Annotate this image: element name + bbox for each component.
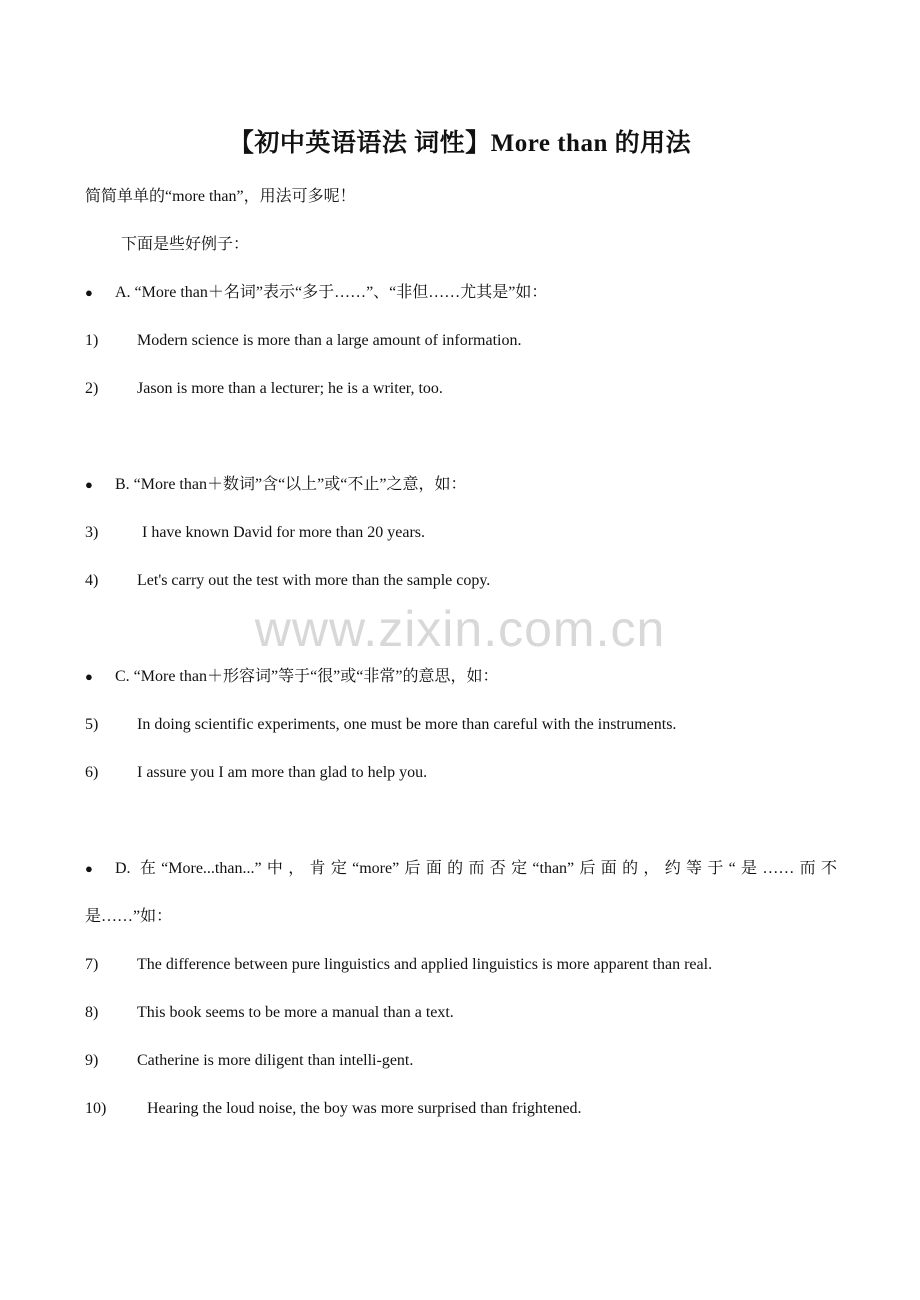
section-heading-text: C. “More than＋形容词”等于“很”或“非常”的意思，如： [115,668,499,685]
example-text: I assure you I am more than glad to help you. [137,764,428,781]
bullet-icon: ● [85,669,93,684]
page-title: 【初中英语语法 词性】More than 的用法 [228,130,692,157]
section-heading-text: A. “More than＋名词”表示“多于……”、“非但……尤其是”如： [115,284,548,301]
example-text: Jason is more than a lecturer; he is a writer, too. [137,380,443,397]
example-text: The difference between pure linguistics and applied linguistics is more apparent than real. [137,956,713,973]
item-number: 4) [85,572,99,589]
example-text: Hearing the loud noise, the boy was more surprised than frightened. [147,1100,582,1117]
item-number: 5) [85,716,99,733]
watermark: www.zixin.com.cn [254,601,666,657]
list-item [85,713,676,737]
list-item [85,1049,413,1073]
item-number: 10) [85,1100,107,1117]
item-number: 2) [85,380,99,397]
item-number: 1) [85,332,99,349]
item-number: 8) [85,1004,99,1021]
list-item [85,329,521,353]
example-text: In doing scientific experiments, one must be more than careful with the instruments. [137,716,677,733]
example-text: This book seems to be more a manual than a text. [137,1004,454,1021]
example-text: I have known David for more than 20 years. [142,524,426,541]
section-d-heading [85,857,837,881]
item-number: 7) [85,956,99,973]
list-item [85,1001,454,1025]
section-b-heading [85,473,467,497]
intro-text: 简简单单的“more than”，用法可多呢！ [85,188,356,205]
item-number: 9) [85,1052,99,1069]
example-text: Let's carry out the test with more than the sample copy. [137,572,491,589]
section-d-heading-cont: 是……”如： [85,908,173,925]
intro-subtext: 下面是些好例子： [121,236,250,253]
bullet-icon: ● [85,285,93,300]
list-item [85,377,443,401]
item-number: 6) [85,764,99,781]
example-text: Catherine is more diligent than intelli-gent. [137,1052,414,1069]
list-item [85,521,425,545]
section-heading-text: B. “More than＋数词”含“以上”或“不止”之意，如： [115,476,467,493]
list-item [85,953,712,977]
list-item [85,1097,582,1121]
bullet-icon: ● [85,861,93,876]
list-item [85,761,427,785]
example-text: Modern science is more than a large amount of information. [137,332,522,349]
item-number: 3) [85,524,99,541]
section-c-heading [85,665,499,689]
list-item [85,569,490,593]
bullet-icon: ● [85,477,93,492]
section-a-heading [85,281,547,305]
section-heading-text: D. 在“More...than...”中，肯定“more”后面的而否定“than”后面的，约等于“是……而不 [115,860,837,877]
